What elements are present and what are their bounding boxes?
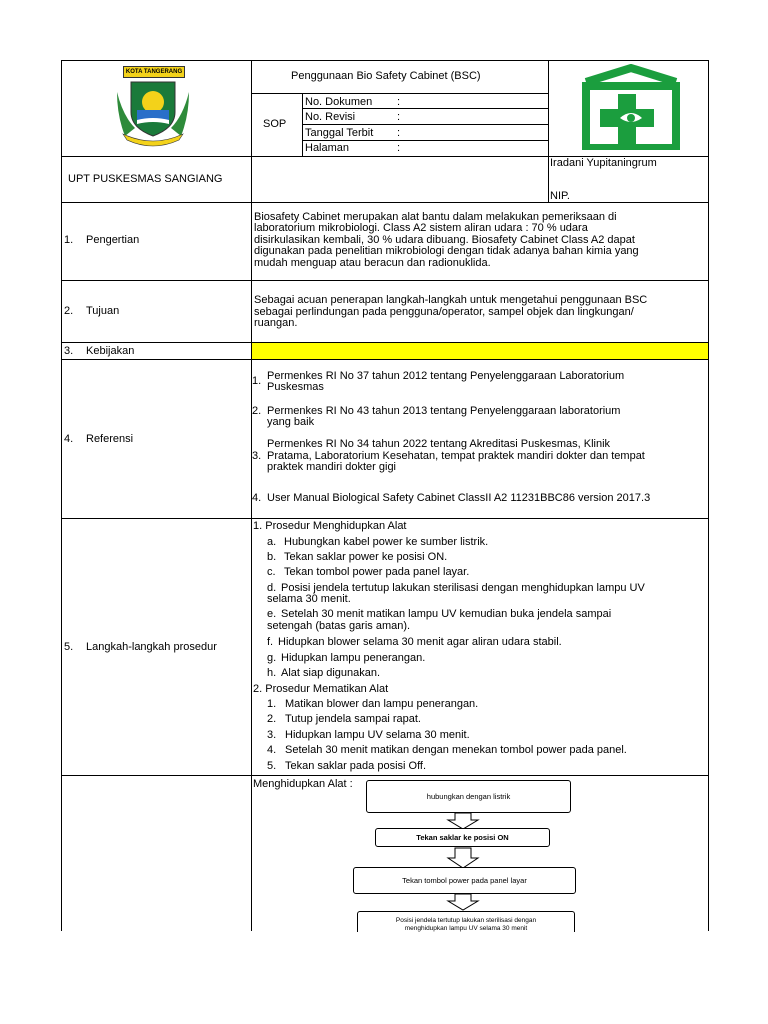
ref-line: yang baik: [267, 416, 315, 428]
flow-step-1: hubungkan dengan listrik: [366, 780, 571, 813]
flow-step-2: Tekan saklar ke posisi ON: [375, 828, 550, 847]
step-text: Tekan tombol power pada panel layar.: [284, 566, 470, 578]
organization-name: UPT PUSKESMAS SANGIANG: [68, 173, 223, 185]
step-text: setengah (batas garis aman).: [267, 620, 411, 632]
field-label-halaman: Halaman: [305, 142, 350, 154]
step-text: Matikan blower dan lampu penerangan.: [285, 698, 479, 710]
kebijakan-highlight: [252, 343, 708, 359]
step-marker: 2.: [267, 713, 277, 725]
tujuan-line: ruangan.: [254, 317, 298, 329]
row-line: [251, 93, 549, 94]
step-marker: 4.: [267, 744, 277, 756]
ref-line: Permenkes RI No 43 tahun 2013 tentang Penyelenggaraan laboratorium: [267, 405, 621, 417]
step-text: Setelah 30 menit matikan lampu UV kemudian buka jendela sampai: [281, 608, 612, 620]
logo-banner: KOTA TANGERANG: [123, 66, 185, 78]
procedure-group-title: 1. Prosedur Menghidupkan Alat: [253, 520, 407, 532]
pengertian-line: laboratorium mikrobiologi. Class A2 sistem aliran udara : 70 % udara: [254, 222, 588, 234]
field-sep: :: [397, 142, 401, 154]
pengertian-line: mudah menguap atau beracun dan radionuklida.: [254, 257, 491, 269]
ref-line: Puskesmas: [267, 381, 324, 393]
section-label-tujuan: Tujuan: [86, 305, 120, 317]
col-divider-right: [548, 60, 549, 202]
field-label-tanggal-terbit: Tanggal Terbit: [305, 127, 374, 139]
flow-step-4: [357, 911, 575, 932]
row-line: [61, 775, 709, 776]
step-text: Tekan saklar pada posisi Off.: [285, 760, 427, 772]
puskesmas-logo-icon: [576, 64, 686, 150]
down-arrow-icon: [446, 893, 480, 911]
step-text: Hubungkan kabel power ke sumber listrik.: [284, 536, 489, 548]
ref-number: 3.: [252, 450, 262, 462]
field-label-no-dokumen: No. Dokumen: [305, 96, 373, 108]
flow-step-4-text: Posisi jendela tertutup lakukan sterilisasi dengan menghidupkan lampu UV selama 30 menit: [395, 917, 537, 932]
table-border-top: [61, 60, 709, 61]
row-line: [61, 202, 709, 203]
step-marker: g.: [267, 652, 277, 664]
step-marker: b.: [267, 551, 277, 563]
tujuan-line: sebagai perlindungan pada pengguna/operator, sampel objek dan lingkungan/: [254, 306, 634, 318]
section-number: 5.: [64, 641, 74, 653]
ref-line: Permenkes RI No 34 tahun 2022 tentang Akreditasi Puskesmas, Klinik: [267, 438, 611, 450]
row-line: [61, 359, 709, 360]
row-line: [61, 280, 709, 281]
step-marker: f.: [267, 636, 274, 648]
section-number: 2.: [64, 305, 74, 317]
step-text: Posisi jendela tertutup lakukan sterilisasi dengan menghidupkan lampu UV: [281, 582, 645, 594]
pengertian-line: disirkulasikan kembali, 30 % udara dibuang. Biosafety Cabinet Class A2 dapat: [254, 234, 635, 246]
pengertian-line: Biosafety Cabinet merupakan alat bantu dalam melakukan pemeriksaan di: [254, 211, 617, 223]
down-arrow-icon: [446, 847, 480, 869]
procedure-group-title: 2. Prosedur Mematikan Alat: [253, 683, 389, 695]
step-marker: d.: [267, 582, 277, 594]
ref-line: Permenkes RI No 37 tahun 2012 tentang Penyelenggaraan Laboratorium: [267, 370, 625, 382]
section-number: 4.: [64, 433, 74, 445]
step-text: Tekan saklar power ke posisi ON.: [284, 551, 448, 563]
nip-label: NIP.: [550, 190, 570, 202]
section-number: 1.: [64, 234, 74, 246]
step-marker: a.: [267, 536, 277, 548]
step-marker: 3.: [267, 729, 277, 741]
section-label-langkah: Langkah-langkah prosedur: [86, 641, 217, 653]
row-line: [302, 140, 549, 141]
row-line: [302, 124, 549, 125]
section-label-pengertian: Pengertian: [86, 234, 140, 246]
field-sep: :: [397, 127, 401, 139]
step-text: Hidupkan lampu UV selama 30 menit.: [285, 729, 470, 741]
field-sep: :: [397, 111, 401, 123]
tujuan-line: Sebagai acuan penerapan langkah-langkah untuk mengetahui penggunaan BSC: [254, 294, 648, 306]
table-border-right: [708, 60, 709, 931]
step-text: Hidupkan lampu penerangan.: [281, 652, 426, 664]
ref-number: 1.: [252, 375, 262, 387]
ref-line: Pratama, Laboratorium Kesehatan, tempat praktek mandiri dokter dan tempat: [267, 450, 645, 462]
step-text: Alat siap digunakan.: [281, 667, 381, 679]
step-marker: 1.: [267, 698, 277, 710]
pengertian-line: digunakan pada penelitian mikrobiologi dengan tidak adanya bahan kimia yang: [254, 245, 639, 257]
step-marker: e.: [267, 608, 277, 620]
field-label-no-revisi: No. Revisi: [305, 111, 356, 123]
field-sep: :: [397, 96, 401, 108]
ref-line: User Manual Biological Safety Cabinet ClassII A2 11231BBC86 version 2017.3: [267, 492, 651, 504]
step-marker: 5.: [267, 760, 277, 772]
signer-name: Iradani Yupitaningrum: [550, 157, 657, 169]
step-text: Hidupkan blower selama 30 menit agar aliran udara stabil.: [278, 636, 562, 648]
city-logo: [113, 66, 193, 148]
sop-label: SOP: [263, 118, 287, 130]
city-emblem-icon: [113, 76, 193, 148]
row-line: [302, 108, 549, 109]
step-text: selama 30 menit.: [267, 593, 351, 605]
row-line: [61, 518, 709, 519]
step-text: Setelah 30 menit matikan dengan menekan tombol power pada panel.: [285, 744, 627, 756]
section-label-kebijakan: Kebijakan: [86, 345, 135, 357]
ref-line: praktek mandiri dokter gigi: [267, 461, 397, 473]
table-border-left: [61, 60, 62, 931]
step-text: Tutup jendela sampai rapat.: [285, 713, 421, 725]
ref-number: 2.: [252, 405, 262, 417]
flow-step-3: Tekan tombol power pada panel layar: [353, 867, 576, 894]
diagram-title: Menghidupkan Alat :: [253, 778, 353, 790]
section-number: 3.: [64, 345, 74, 357]
document-title: Penggunaan Bio Safety Cabinet (BSC): [291, 70, 481, 82]
step-marker: h.: [267, 667, 277, 679]
ref-number: 4.: [252, 492, 262, 504]
step-marker: c.: [267, 566, 276, 578]
section-label-referensi: Referensi: [86, 433, 134, 445]
